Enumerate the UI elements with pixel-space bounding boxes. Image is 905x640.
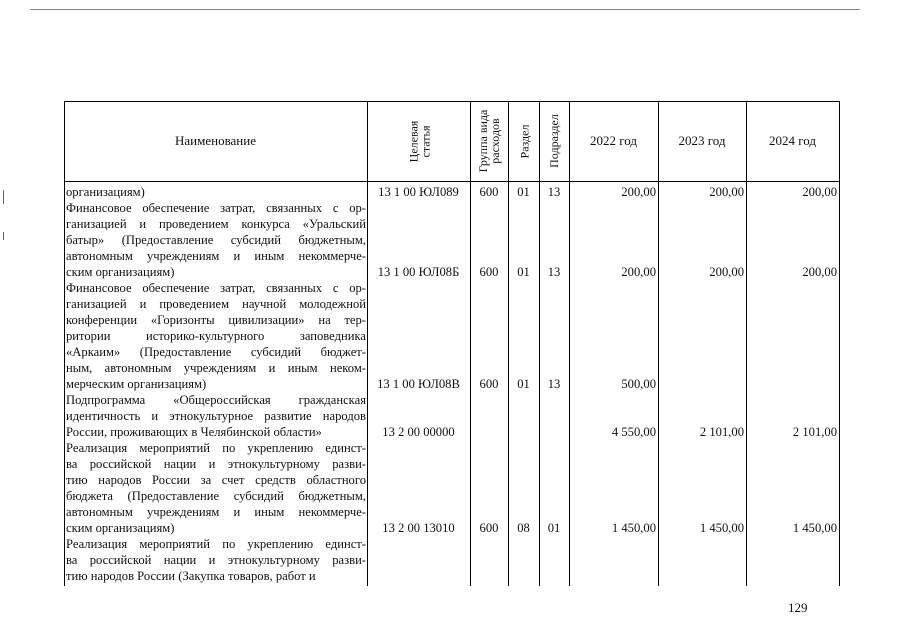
header-section: Раздел <box>516 124 531 158</box>
row-section: 01 <box>517 377 530 391</box>
scan-margin-mark <box>3 232 4 240</box>
row-value-2024: 1 450,00 <box>792 521 837 535</box>
row-target-article: 13 1 00 ЮЛ089 <box>378 185 459 199</box>
column-border <box>839 101 840 586</box>
row-name-line: ганизацией и проведением научной молодежной <box>66 297 366 311</box>
row-name-line: автономным учреждениям и иным некоммерче- <box>66 249 366 263</box>
row-name <box>66 440 366 536</box>
row-name-line: России, проживающих в Челябинской области» <box>66 425 322 439</box>
row-name <box>66 200 366 280</box>
header-2023: 2023 год <box>678 133 726 148</box>
row-value-2024: 200,00 <box>802 185 837 199</box>
row-value-2024: 2 101,00 <box>792 425 837 439</box>
row-name-line: ским организациям) <box>66 521 175 535</box>
row-expense-group: 600 <box>479 521 499 535</box>
page-number: 129 <box>788 600 808 615</box>
row-section: 01 <box>517 265 530 279</box>
row-name-line: ским организациям) <box>66 265 175 279</box>
row-value-2022: 1 450,00 <box>611 521 656 535</box>
row-target-article: 13 1 00 ЮЛ08В <box>377 377 460 391</box>
row-expense-group: 600 <box>479 377 499 391</box>
row-name-line: ва российской нации и этнокультурному разви- <box>66 553 366 567</box>
row-name-line: автономным учреждениям и иным некоммерче- <box>66 505 366 519</box>
scan-top-rule <box>30 9 860 10</box>
row-name-line: «Аркаим» (Предоставление субсидий бюджет- <box>66 345 366 359</box>
row-subsection: 01 <box>547 521 561 535</box>
header-target-article: Целевая статья <box>405 120 432 162</box>
row-name-line: ным, автономным учреждениям и иным неком- <box>66 361 366 375</box>
row-name-line: Финансовое обеспечение затрат, связанных с ор- <box>66 281 366 295</box>
row-name <box>66 536 366 584</box>
row-name-line: организациям) <box>66 185 145 199</box>
row-value-2022: 200,00 <box>621 265 656 279</box>
header-subsection: Подраздел <box>547 114 561 168</box>
header-bottom-border <box>64 181 839 182</box>
row-name-line: батыр» (Предоставление субсидий бюджетным, <box>66 233 366 247</box>
row-value-2023: 200,00 <box>709 265 744 279</box>
row-name-line: идентичность и этнокультурное развитие народов <box>66 409 366 423</box>
row-name <box>66 184 366 200</box>
header-2022: 2022 год <box>590 133 637 148</box>
row-target-article: 13 2 00 13010 <box>382 521 455 535</box>
row-name-line: бюджета (Предоставление субсидий бюджетным, <box>66 489 366 503</box>
row-subsection: 13 <box>547 185 561 199</box>
row-name-line: Финансовое обеспечение затрат, связанных с ор- <box>66 201 366 215</box>
header-2024: 2024 год <box>769 133 816 148</box>
header-name: Наименование <box>175 133 256 148</box>
header-expense-group: Группа вида расходов <box>476 109 502 173</box>
row-name <box>66 280 366 392</box>
row-value-2024: 200,00 <box>802 265 837 279</box>
row-name-line: Подпрограмма «Общероссийская гражданская <box>66 393 366 407</box>
row-value-2023: 2 101,00 <box>699 425 744 439</box>
row-subsection: 13 <box>547 377 561 391</box>
row-name-line: ритории историко-культурного заповедника <box>66 329 366 343</box>
row-value-2023: 1 450,00 <box>699 521 744 535</box>
row-value-2022: 500,00 <box>621 377 656 391</box>
row-name-line: тию народов России (Закупка товаров, работ и <box>66 569 316 583</box>
row-name-line: Реализация мероприятий по укреплению единст- <box>66 441 366 455</box>
row-expense-group: 600 <box>479 265 499 279</box>
row-name-line: ганизацией и проведением конкурса «Уральский <box>66 217 366 231</box>
row-value-2022: 200,00 <box>621 185 656 199</box>
row-value-2022: 4 550,00 <box>611 425 656 439</box>
row-name-line: тию народов России за счет средств областного <box>66 473 366 487</box>
row-subsection: 13 <box>547 265 561 279</box>
row-name-line: мерческим организациям) <box>66 377 207 391</box>
row-name <box>66 392 366 440</box>
row-target-article: 13 1 00 ЮЛ08Б <box>377 265 460 279</box>
scan-margin-mark <box>3 190 4 204</box>
row-value-2023: 200,00 <box>709 185 744 199</box>
row-section: 01 <box>517 185 530 199</box>
row-name-line: Реализация мероприятий по укреплению единст- <box>66 537 366 551</box>
row-section: 08 <box>517 521 530 535</box>
row-name-line: ва российской нации и этнокультурному разви- <box>66 457 366 471</box>
row-target-article: 13 2 00 00000 <box>382 425 455 439</box>
row-expense-group: 600 <box>479 185 499 199</box>
row-name-line: конференции «Горизонты цивилизации» на тер- <box>66 313 366 327</box>
